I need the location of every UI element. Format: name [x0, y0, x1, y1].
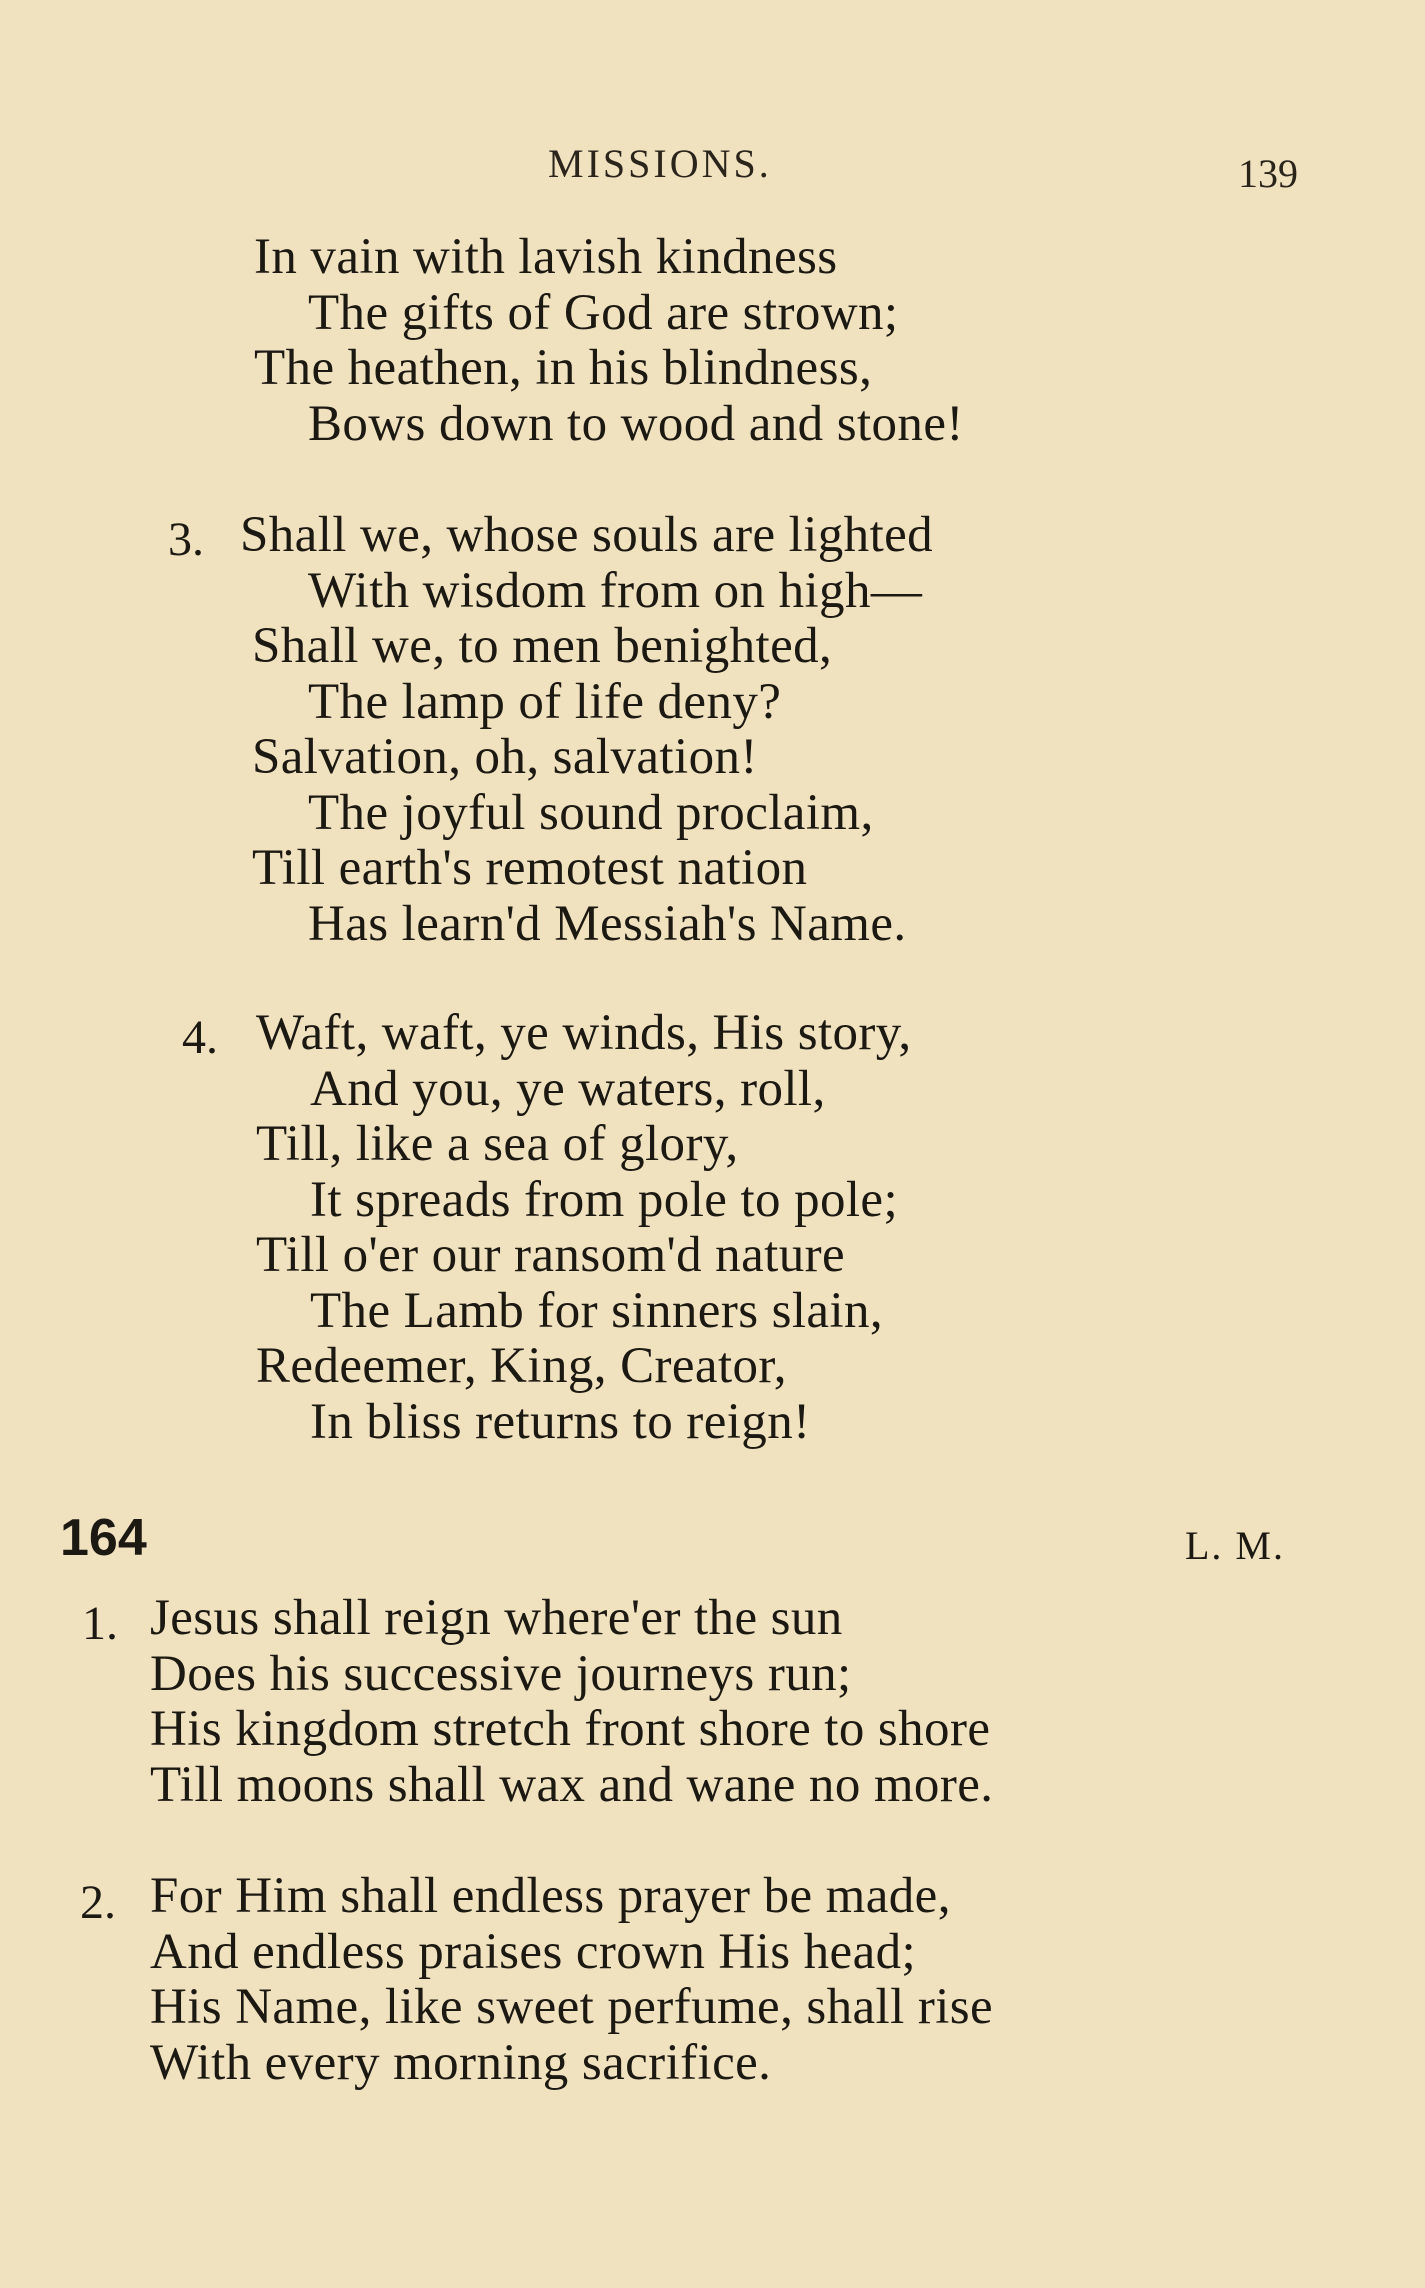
- verse-line: Till moons shall wax and wane no more.: [150, 1756, 994, 1813]
- stanza-2-continuation: [254, 230, 964, 452]
- verse-line: Salvation, oh, salvation!: [252, 729, 758, 785]
- verse-line: The lamp of life deny?: [308, 673, 782, 730]
- section-title: MISSIONS.: [548, 141, 772, 186]
- stanza-4: [256, 1006, 912, 1450]
- verse-line: Bows down to wood and stone!: [308, 395, 964, 452]
- verse-line: In bliss returns to reign!: [310, 1393, 811, 1450]
- hymn-164-stanza-2: [150, 1869, 993, 2091]
- verse-line: Shall we, whose souls are lighted: [240, 507, 934, 563]
- verse-line: The joyful sound proclaim,: [308, 784, 874, 841]
- verse-line: And you, ye waters, roll,: [310, 1060, 826, 1117]
- verse-line: Till earth's remotest nation: [252, 840, 808, 896]
- verse-line: And endless praises crown His head;: [150, 1923, 917, 1980]
- verse-line: Till, like a sea of glory,: [256, 1116, 739, 1172]
- verse-line: The heathen, in his blindness,: [254, 340, 873, 396]
- verse-line: It spreads from pole to pole;: [310, 1171, 899, 1228]
- verse-line: With wisdom from on high—: [308, 562, 923, 619]
- page-header: [0, 140, 1425, 200]
- stanza-3: [240, 508, 933, 952]
- verse-line: With every morning sacrifice.: [150, 2034, 772, 2091]
- verse-line: Till o'er our ransom'd nature: [256, 1227, 846, 1283]
- hymn-header: [60, 1508, 1300, 1578]
- stanza-number: 2.: [80, 1876, 116, 1929]
- hymn-164-stanza-1: [150, 1591, 993, 1813]
- verse-line: For Him shall endless prayer be made,: [150, 1868, 951, 1924]
- stanza-number: 1.: [82, 1597, 118, 1650]
- verse-line: His Name, like sweet perfume, shall rise: [150, 1979, 994, 2035]
- hymn-meter: L. M.: [1185, 1523, 1285, 1568]
- verse-line: The gifts of God are strown;: [308, 284, 899, 341]
- stanza-number: 3.: [168, 513, 204, 566]
- verse-line: The Lamb for sinners slain,: [310, 1282, 884, 1339]
- page-number: 139: [1238, 151, 1298, 196]
- verse-line: Jesus shall reign where'er the sun: [150, 1590, 843, 1646]
- verse-line: Waft, waft, ye winds, His story,: [256, 1005, 912, 1061]
- verse-line: Redeemer, King, Creator,: [256, 1338, 787, 1394]
- verse-line: Has learn'd Messiah's Name.: [308, 895, 907, 952]
- verse-line: Shall we, to men benighted,: [252, 618, 833, 674]
- verse-line: His kingdom stretch front shore to shore: [150, 1701, 991, 1757]
- verse-line: In vain with lavish kindness: [254, 229, 838, 285]
- stanza-number: 4.: [182, 1011, 218, 1064]
- hymn-number: 164: [60, 1509, 147, 1567]
- verse-line: Does his successive journeys run;: [150, 1645, 852, 1702]
